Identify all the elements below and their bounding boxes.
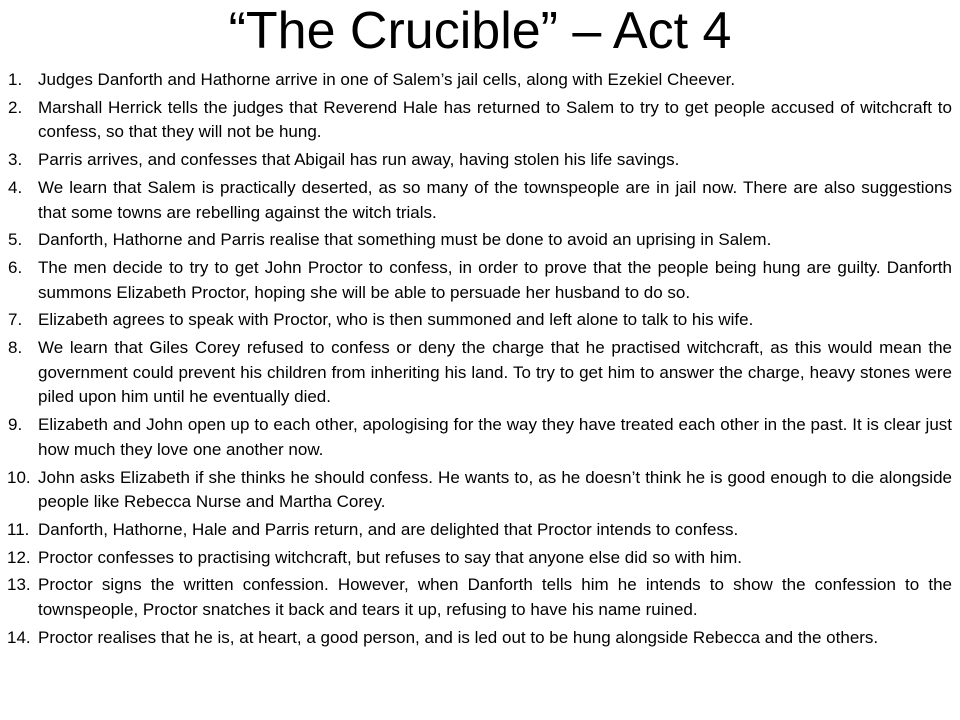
list-item-text: The men decide to try to get John Proctor to confess, in order to prove that the people being hung are guilty. Danforth summons Elizabeth Proctor, hoping she will be able to persuade her husband to do so. xyxy=(38,257,952,302)
summary-list xyxy=(8,68,952,653)
list-item xyxy=(8,176,952,225)
list-item xyxy=(8,68,952,93)
list-item xyxy=(8,626,952,651)
list-item-number: 8. xyxy=(8,338,23,358)
list-item-text: Elizabeth and John open up to each other, apologising for the way they have treated each other in the past. It is clear just how much they love one another now. xyxy=(38,415,952,459)
list-item-number: 11. xyxy=(7,519,30,539)
list-item-number: 5. xyxy=(8,230,23,250)
list-item-text: Elizabeth agrees to speak with Proctor, who is then summoned and left alone to talk to his wife. xyxy=(38,310,754,330)
list-item-number: 10. xyxy=(7,467,31,487)
list-item-text: Proctor signs the written confession. However, when Danforth tells him he intends to show the confession to the townspeople, Proctor snatches it back and tears it up, refusing to have his name ruined. xyxy=(38,575,952,620)
list-item-text: John asks Elizabeth if she thinks he should confess. He wants to, as he doesn’t think he is good enough to die alongside people like Rebecca Nurse and Martha Corey. xyxy=(38,467,952,512)
list-item xyxy=(8,228,952,253)
list-item xyxy=(8,413,952,462)
list-item-text: Parris arrives, and confesses that Abigail has run away, having stolen his life savings. xyxy=(38,150,680,170)
list-item-number: 4. xyxy=(8,177,23,197)
list-item-number: 7. xyxy=(8,310,23,330)
list-item xyxy=(8,546,952,571)
list-item-number: 3. xyxy=(8,150,23,170)
list-item-text: Danforth, Hathorne, Hale and Parris return, and are delighted that Proctor intends to confess. xyxy=(38,519,739,539)
list-item-number: 6. xyxy=(8,257,23,277)
list-item-number: 12. xyxy=(7,547,31,567)
list-item-number: 9. xyxy=(8,415,23,435)
list-item xyxy=(8,573,952,622)
list-item-text: Judges Danforth and Hathorne arrive in one of Salem’s jail cells, along with Ezekiel Cheever. xyxy=(38,70,736,89)
list-item xyxy=(8,96,952,145)
list-item-text: We learn that Giles Corey refused to confess or deny the charge that he practised witchcraft, as this would mean the government could prevent his children from inheriting his land. To try to get him to answer the charge, heavy stones were piled upon him until he eventually died. xyxy=(38,338,952,407)
slide-title: “The Crucible” – Act 4 xyxy=(228,2,732,60)
list-item-number: 14. xyxy=(7,627,31,647)
list-item xyxy=(8,518,952,543)
list-item-number: 13. xyxy=(7,575,31,595)
list-item-text: Marshall Herrick tells the judges that Reverend Hale has returned to Salem to try to get people accused of witchcraft to confess, so that they will not be hung. xyxy=(38,97,952,142)
list-item-text: Danforth, Hathorne and Parris realise that something must be done to avoid an uprising in Salem. xyxy=(38,230,772,250)
list-item xyxy=(8,256,952,305)
list-item xyxy=(8,148,952,173)
list-item xyxy=(8,466,952,515)
list-item-text: Proctor confesses to practising witchcraft, but refuses to say that anyone else did so with him. xyxy=(38,547,742,567)
list-item xyxy=(8,308,952,333)
list-item-number: 1. xyxy=(8,70,23,89)
list-item-text: We learn that Salem is practically deserted, as so many of the townspeople are in jail now. There are also suggestions that some towns are rebelling against the witch trials. xyxy=(38,177,952,222)
list-item xyxy=(8,336,952,410)
list-item-number: 2. xyxy=(8,97,23,117)
list-item-text: Proctor realises that he is, at heart, a good person, and is led out to be hung alongside Rebecca and the others. xyxy=(38,627,879,647)
